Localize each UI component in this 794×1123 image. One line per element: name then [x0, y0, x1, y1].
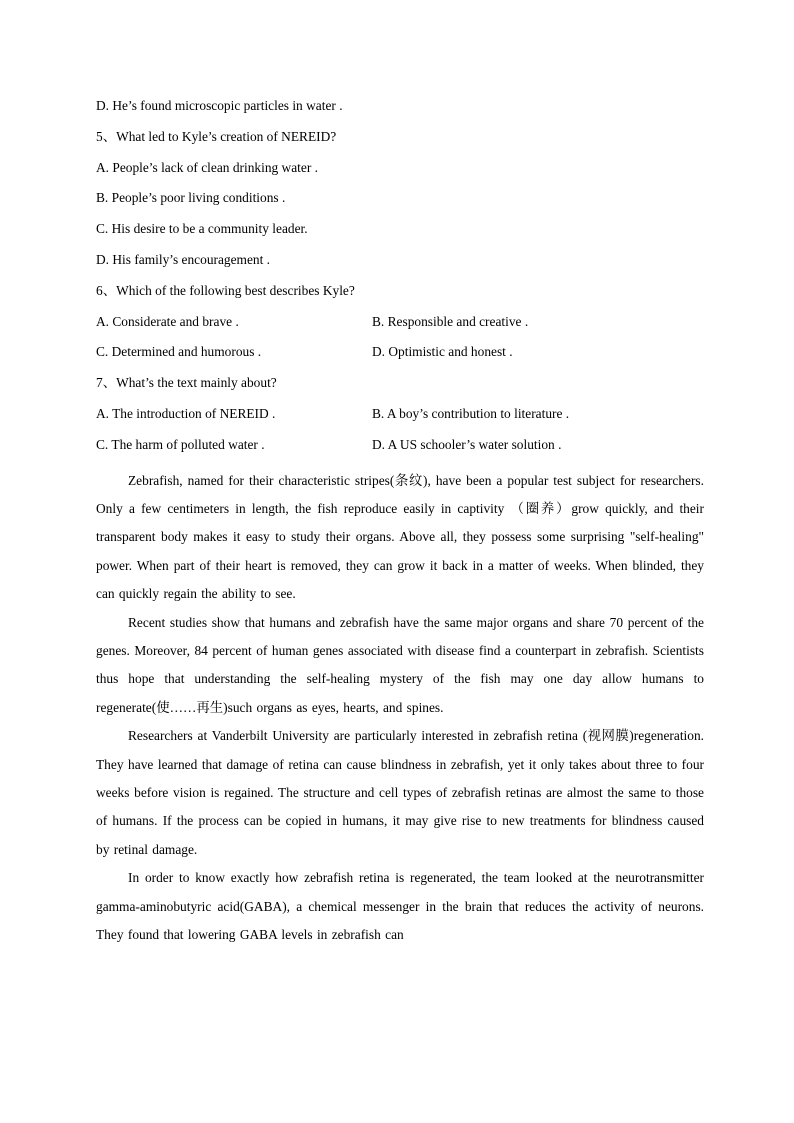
reading-passage: [96, 467, 704, 950]
q7-option-b: B. A boy’s contribution to literature .: [372, 405, 570, 421]
passage-paragraph-2: Recent studies show that humans and zebrafish have the same major organs and share 70 percent of the genes. Moreover, 84 percent of human genes associated with disease find a counterpart in zebrafish. Scientists thus hope that understanding the self-healing mystery of the fish may one day allow humans to regenerate(使……再生)such organs as eyes, hearts, and spines.: [96, 614, 704, 715]
q5-stem: 5、What led to Kyle’s creation of NEREID?: [96, 128, 337, 144]
q5-option-b: B. People’s poor living conditions .: [96, 190, 286, 206]
q7-options-row-2: [96, 435, 704, 466]
passage-paragraph-4: In order to know exactly how zebrafish retina is regenerated, the team looked at the neurotransmitter gamma-aminobutyric acid(GABA), a chemical messenger in the brain that reduces the activity of neurons. They found that lowering GABA levels in zebrafish can: [96, 870, 704, 943]
q6-stem: 6、Which of the following best describes Kyle?: [96, 282, 355, 298]
document-page: [96, 96, 704, 949]
passage-paragraph-1: Zebrafish, named for their characteristic stripes(条纹), have been a popular test subject for researchers. Only a few centimeters in length, the fish reproduce easily in captivity （圈养）grow quickly, and their transparent body makes it easy to study their organs. Above all, they possess some surprising "self-healing" power. When part of their heart is removed, they can grow it back in a matter of weeks. When blinded, they can quickly regain the ability to see.: [96, 472, 704, 602]
q6-option-a: A. Considerate and brave .: [96, 313, 239, 329]
q5-option-a: A. People’s lack of clean drinking water .: [96, 159, 318, 175]
q6-options-row-1: [96, 312, 704, 343]
q7-options-row-1: [96, 404, 704, 435]
q7-option-d: D. A US schooler’s water solution .: [372, 436, 562, 452]
q6-option-c: C. Determined and humorous .: [96, 344, 262, 360]
q4-option-d: D. He’s found microscopic particles in water .: [96, 98, 343, 113]
q5-option-d: D. His family’s encouragement .: [96, 251, 271, 267]
q7-option-c: C. The harm of polluted water .: [96, 436, 265, 452]
q6-option-d: D. Optimistic and honest .: [372, 344, 513, 360]
q6-option-b: B. Responsible and creative .: [372, 313, 529, 329]
q6-options-row-2: [96, 342, 704, 373]
q7-option-a: A. The introduction of NEREID .: [96, 405, 276, 421]
q7-stem: 7、What’s the text mainly about?: [96, 375, 277, 391]
q5-option-c: C. His desire to be a community leader.: [96, 221, 308, 237]
passage-paragraph-3: Researchers at Vanderbilt University are particularly interested in zebrafish retina (视网膜)regeneration. They have learned that damage of retina can cause blindness in zebrafish, yet it only takes about three to four weeks before vision is regained. The structure and cell types of zebrafish retinas are almost the same to those of humans. If the process can be copied in humans, it may give rise to new treatments for blindness caused by retinal damage.: [96, 728, 704, 857]
